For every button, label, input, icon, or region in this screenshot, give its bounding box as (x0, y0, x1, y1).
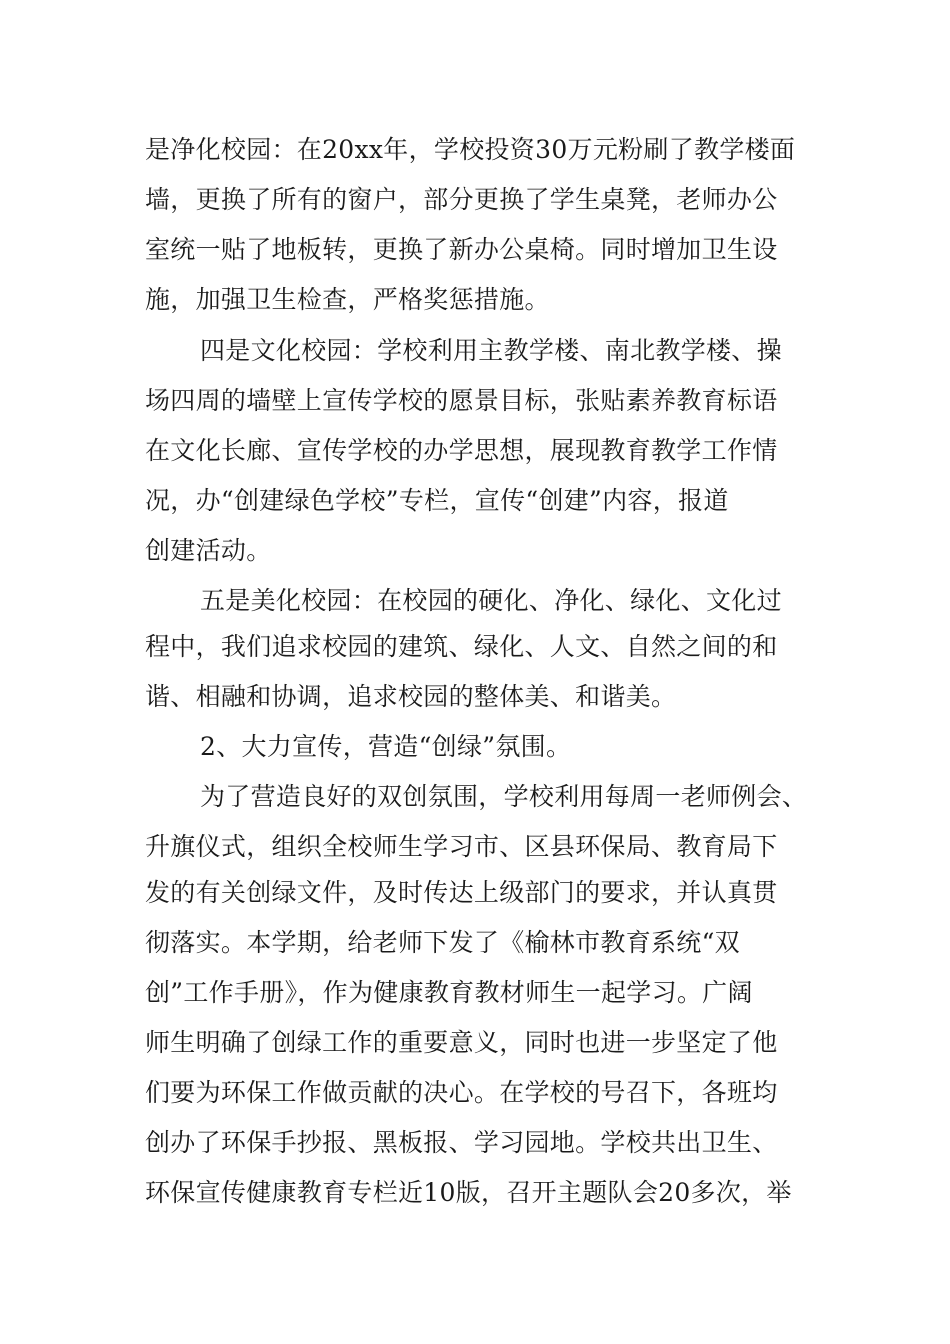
text-line: 环保宣传健康教育专栏近10版，召开主题队会20多次，举 (145, 1178, 792, 1207)
section-heading: 2、大力宣传，营造“创绿”氛围。 (200, 732, 572, 761)
paragraph-first-line: 四是文化校园：学校利用主教学楼、南北教学楼、操 (200, 336, 782, 365)
text-line: 创”工作手册》，作为健康教育教材师生一起学习。广阔 (145, 978, 753, 1007)
text-line: 室统一贴了地板转，更换了新办公桌椅。同时增加卫生设 (145, 235, 778, 264)
text-line: 创建活动。 (145, 536, 272, 565)
text-line: 墙，更换了所有的窗户，部分更换了学生桌凳，老师办公 (145, 185, 778, 214)
text-line: 施，加强卫生检查，严格奖惩措施。 (145, 285, 550, 314)
text-line: 在文化长廊、宣传学校的办学思想，展现教育教学工作情 (145, 436, 778, 465)
paragraph-first-line: 五是美化校园：在校园的硬化、净化、绿化、文化过 (200, 586, 782, 615)
text-line: 创办了环保手抄报、黑板报、学习园地。学校共出卫生、 (145, 1128, 778, 1157)
text-line: 发的有关创绿文件，及时传达上级部门的要求，并认真贯 (145, 878, 778, 907)
text-line: 彻落实。本学期，给老师下发了《榆林市教育系统“双 (145, 928, 740, 957)
text-line: 们要为环保工作做贡献的决心。在学校的号召下，各班均 (145, 1078, 778, 1107)
paragraph-first-line: 为了营造良好的双创氛围，学校利用每周一老师例会、 (200, 782, 808, 811)
text-line: 谐、相融和协调，追求校园的整体美、和谐美。 (145, 682, 677, 711)
text-line: 师生明确了创绿工作的重要意义，同时也进一步坚定了他 (145, 1028, 778, 1057)
text-line: 是净化校园：在20xx年，学校投资30万元粉刷了教学楼面 (145, 135, 796, 164)
text-line: 场四周的墙壁上宣传学校的愿景目标，张贴素养教育标语 (145, 386, 778, 415)
text-line: 升旗仪式，组织全校师生学习市、区县环保局、教育局下 (145, 832, 778, 861)
text-line: 况，办“创建绿色学校”专栏，宣传“创建”内容，报道 (145, 486, 729, 515)
text-line: 程中，我们追求校园的建筑、绿化、人文、自然之间的和 (145, 632, 778, 661)
